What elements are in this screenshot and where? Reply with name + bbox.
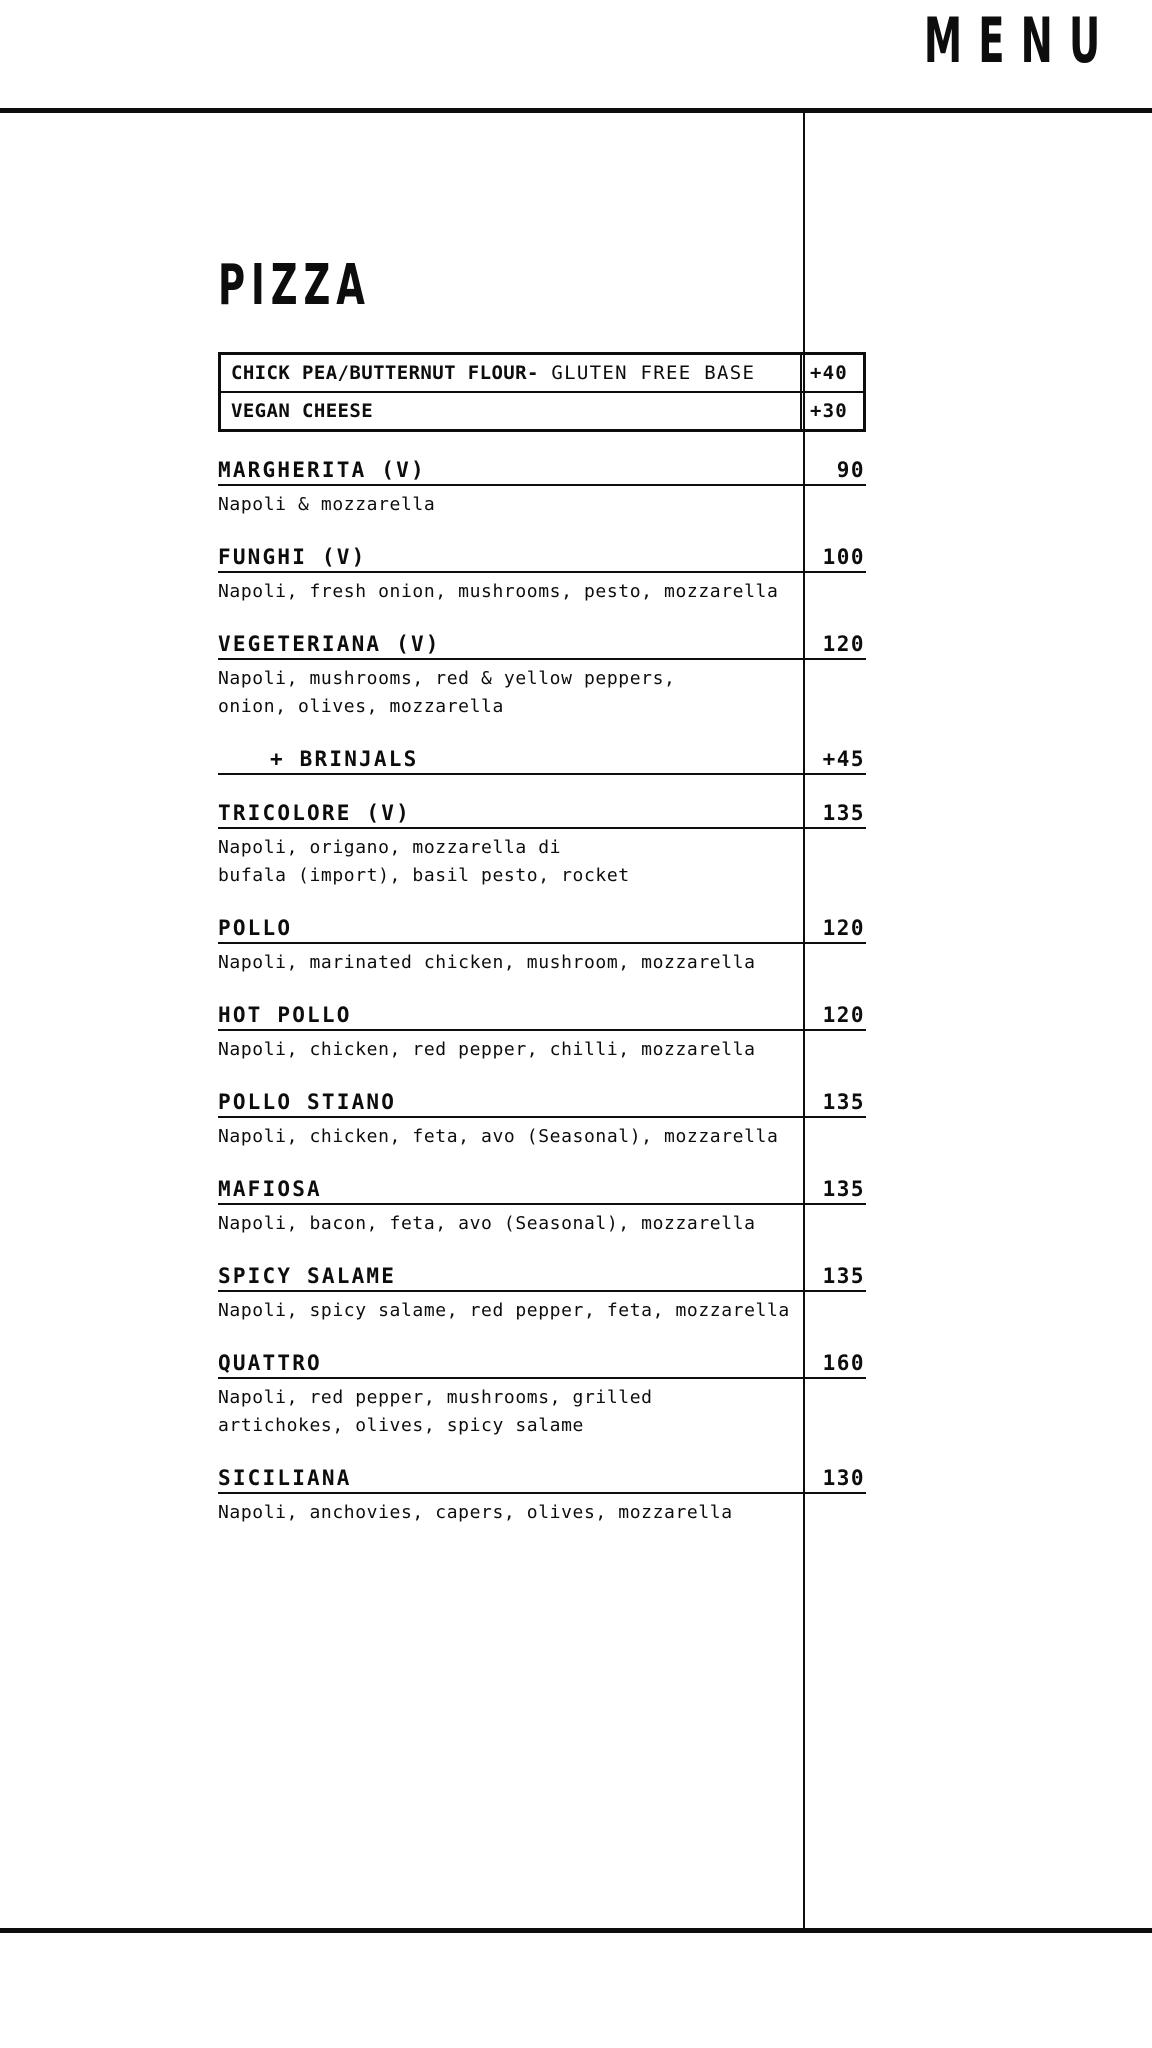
menu-item-price: 100: [822, 545, 865, 569]
menu-item-price: 120: [822, 632, 865, 656]
menu-item-description-line: Napoli, chicken, red pepper, chilli, mozzarella: [218, 1039, 756, 1060]
menu-item: [218, 916, 866, 977]
menu-item-name: POLLO STIANO: [218, 1090, 397, 1114]
menu-item-description-line: Napoli, fresh onion, mushrooms, pesto, mozzarella: [218, 581, 779, 602]
addon-row: [221, 355, 863, 391]
addon-label-strong: VEGAN CHEESE: [231, 400, 374, 422]
addon-label: [221, 355, 800, 391]
menu-item-price: 120: [822, 1003, 865, 1027]
menu-item-description: [218, 834, 803, 890]
menu-item-description-line: Napoli, mushrooms, red & yellow peppers,: [218, 668, 676, 689]
menu-item-name: HOT POLLO: [218, 1003, 352, 1027]
menu-item-description-line: artichokes, olives, spicy salame: [218, 1415, 584, 1436]
menu-item: [218, 1466, 866, 1527]
menu-item-name: SICILIANA: [218, 1466, 352, 1490]
menu-item: [218, 1090, 866, 1151]
menu-item: [218, 801, 866, 890]
menu-item-description-line: Napoli, anchovies, capers, olives, mozzarella: [218, 1502, 733, 1523]
menu-item: [218, 747, 866, 775]
menu-item-name: QUATTRO: [218, 1351, 322, 1375]
menu-item-description: [218, 1123, 803, 1151]
menu-item-header: [218, 1351, 866, 1379]
menu-item-description-line: Napoli, spicy salame, red pepper, feta, mozzarella: [218, 1300, 790, 1321]
menu-item-header: [218, 545, 866, 573]
menu-item-price: 135: [822, 1090, 865, 1114]
menu-item-name: + BRINJALS: [270, 747, 419, 771]
menu-item-header: [218, 747, 866, 775]
menu-item-header: [218, 1003, 866, 1031]
menu-item-description: [218, 491, 803, 519]
menu-item-header: [218, 1177, 866, 1205]
menu-item: [218, 632, 866, 721]
menu-item-price: 135: [822, 1177, 865, 1201]
menu-item-name: SPICY SALAME: [218, 1264, 397, 1288]
menu-item-header: [218, 632, 866, 660]
menu-item-price: 130: [822, 1466, 865, 1490]
menu-item-price: 135: [822, 801, 865, 825]
menu-item-description-line: Napoli, chicken, feta, avo (Seasonal), mozzarella: [218, 1126, 779, 1147]
menu-item-price: +45: [822, 747, 865, 771]
menu-item-header: [218, 916, 866, 944]
menu-item-header: [218, 801, 866, 829]
menu-item-price: 120: [822, 916, 865, 940]
menu-item-name: VEGETERIANA (V): [218, 632, 441, 656]
menu-item: [218, 1351, 866, 1440]
menu-item-header: [218, 1264, 866, 1292]
menu-item-description: [218, 665, 803, 721]
dish-list: [218, 458, 866, 1527]
menu-item-name: TRICOLORE (V): [218, 801, 411, 825]
menu-item-name: MAFIOSA: [218, 1177, 322, 1201]
menu-item-description-line: Napoli & mozzarella: [218, 494, 436, 515]
menu-header: [0, 0, 1152, 110]
menu-item-description: [218, 1384, 803, 1440]
menu-item-description-line: bufala (import), basil pesto, rocket: [218, 865, 630, 886]
menu-item-description-line: Napoli, marinated chicken, mushroom, mozzarella: [218, 952, 756, 973]
menu-item-header: [218, 458, 866, 486]
header-divider-rule: [0, 108, 1152, 113]
menu-item-description: [218, 578, 803, 606]
menu-item-description: [218, 1210, 803, 1238]
menu-item-description: [218, 1036, 803, 1064]
menu-item: [218, 1177, 866, 1238]
menu-item-name: MARGHERITA (V): [218, 458, 426, 482]
footer-divider-rule: [0, 1928, 1152, 1933]
menu-item-description: [218, 949, 803, 977]
menu-item-description-line: Napoli, origano, mozzarella di: [218, 837, 562, 858]
menu-item-header: [218, 1466, 866, 1494]
menu-item-description-line: Napoli, red pepper, mushrooms, grilled: [218, 1387, 653, 1408]
menu-item-description: [218, 1297, 803, 1325]
addon-row: [221, 391, 863, 429]
menu-item: [218, 545, 866, 606]
menu-item-header: [218, 1090, 866, 1118]
addon-label: [221, 393, 800, 429]
menu-item: [218, 1264, 866, 1325]
menu-item: [218, 1003, 866, 1064]
addons-box: [218, 352, 866, 432]
addon-price: +40: [800, 355, 863, 391]
addon-price: +30: [800, 393, 863, 429]
menu-item-price: 135: [822, 1264, 865, 1288]
section-heading-pizza: PIZZA: [218, 253, 371, 318]
menu-item-description: [218, 1499, 803, 1527]
menu-content: [218, 352, 866, 1527]
menu-item-name: POLLO: [218, 916, 293, 940]
addon-label-light: GLUTEN FREE BASE: [551, 362, 756, 384]
addon-label-strong: CHICK PEA/BUTTERNUT FLOUR-: [231, 362, 539, 384]
menu-item-description-line: Napoli, bacon, feta, avo (Seasonal), mozzarella: [218, 1213, 756, 1234]
menu-item-name: FUNGHI (V): [218, 545, 367, 569]
menu-item-price: 90: [836, 458, 865, 482]
page-title: MENU: [923, 4, 1116, 77]
menu-item-description-line: onion, olives, mozzarella: [218, 696, 504, 717]
menu-item-price: 160: [822, 1351, 865, 1375]
menu-item: [218, 458, 866, 519]
